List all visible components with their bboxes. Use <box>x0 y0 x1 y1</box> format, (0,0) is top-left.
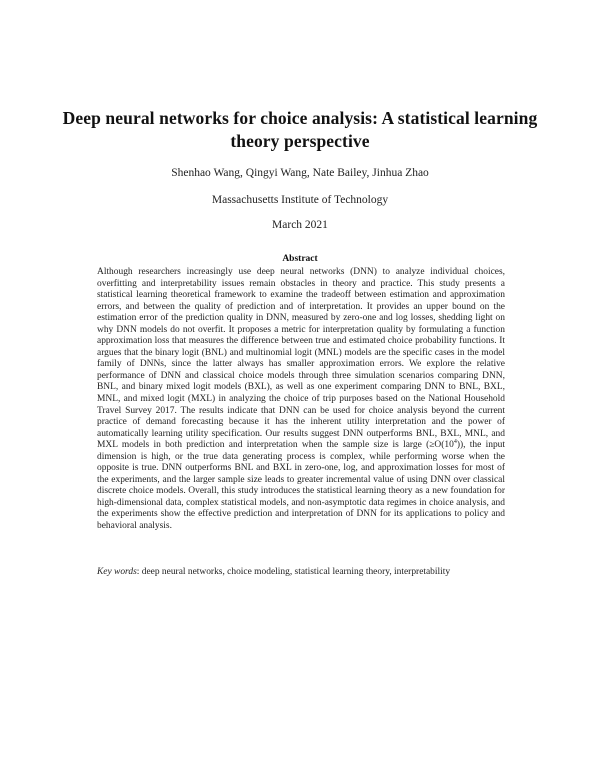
affiliation: Massachusetts Institute of Technology <box>211 194 389 206</box>
paper-title: Deep neural networks for choice analysis: A statistical learning theory perspective <box>62 108 538 151</box>
publication-date: March 2021 <box>272 219 328 231</box>
abstract-body <box>97 267 505 533</box>
keywords-separator: : <box>136 567 142 577</box>
exponent-superscript: 4 <box>453 439 457 446</box>
abstract-heading: Abstract <box>282 254 318 264</box>
keywords-text: deep neural networks, choice modeling, statistical learning theory, interpretability <box>141 567 451 577</box>
abstract-text-part1: Although researchers increasingly use deep neural networks (DNN) to analyze individual choices, overfitting and interpretability issues remain obstacles in theory and practice. This study presents a statistical learning theoretical framework to examine the tradeoff between estimation and approximation errors, and between the quality of prediction and of interpretation. It provides an upper bound on the estimation error of the prediction quality in DNN, measured by zero-one and log losses, shedding light on why DNN models do not overfit. It proposes a metric for interpretation quality by formulating a function approximation loss that measures the difference between true and estimated choice probability functions. It argues that the binary logit (BNL) and multinomial logit (MNL) models are the specific cases in the model family of DNNs, since the latter always has smaller approximation errors. We explore the relative performance of DNN and classical choice models through three simulation scenarios comparing DNN, BNL, and binary mixed logit models (BXL), as well as one experiment comparing DNN to BNL, BXL, MNL, and mixed logit (MXL) in analyzing the choice of trip purposes based on the National Household Travel Survey 2017. The results indicate that DNN can be used for choice analysis beyond the current practice of demand forecasting because it has the inherent utility interpretation and the power of automatically learning utility specification. Our results suggest DNN outperforms BNL, BXL, MNL, and MXL models in both prediction and interpretation when the sample size is large (≥O(10 <box>97 267 505 451</box>
author-list: Shenhao Wang, Qingyi Wang, Nate Bailey, Jinhua Zhao <box>171 167 429 179</box>
abstract-text-part2: )), the input dimension is high, or the true data generating process is complex, while performing worse when the opposite is true. DNN outperforms BNL and BXL in zero-one, log, and approximation losses for most of the experiments, and the larger sample size leads to greater incremental value of using DNN over classical discrete choice models. Overall, this study introduces the statistical learning theory as a new foundation for high-dimensional data, complex statistical models, and non-asymptotic data regimes in choice analysis, and the experiments show the effective prediction and interpretation of DNN for its applications to policy and behavioral analysis. <box>97 440 506 532</box>
keywords-line <box>97 567 517 579</box>
keywords-label: Key words <box>97 567 137 577</box>
